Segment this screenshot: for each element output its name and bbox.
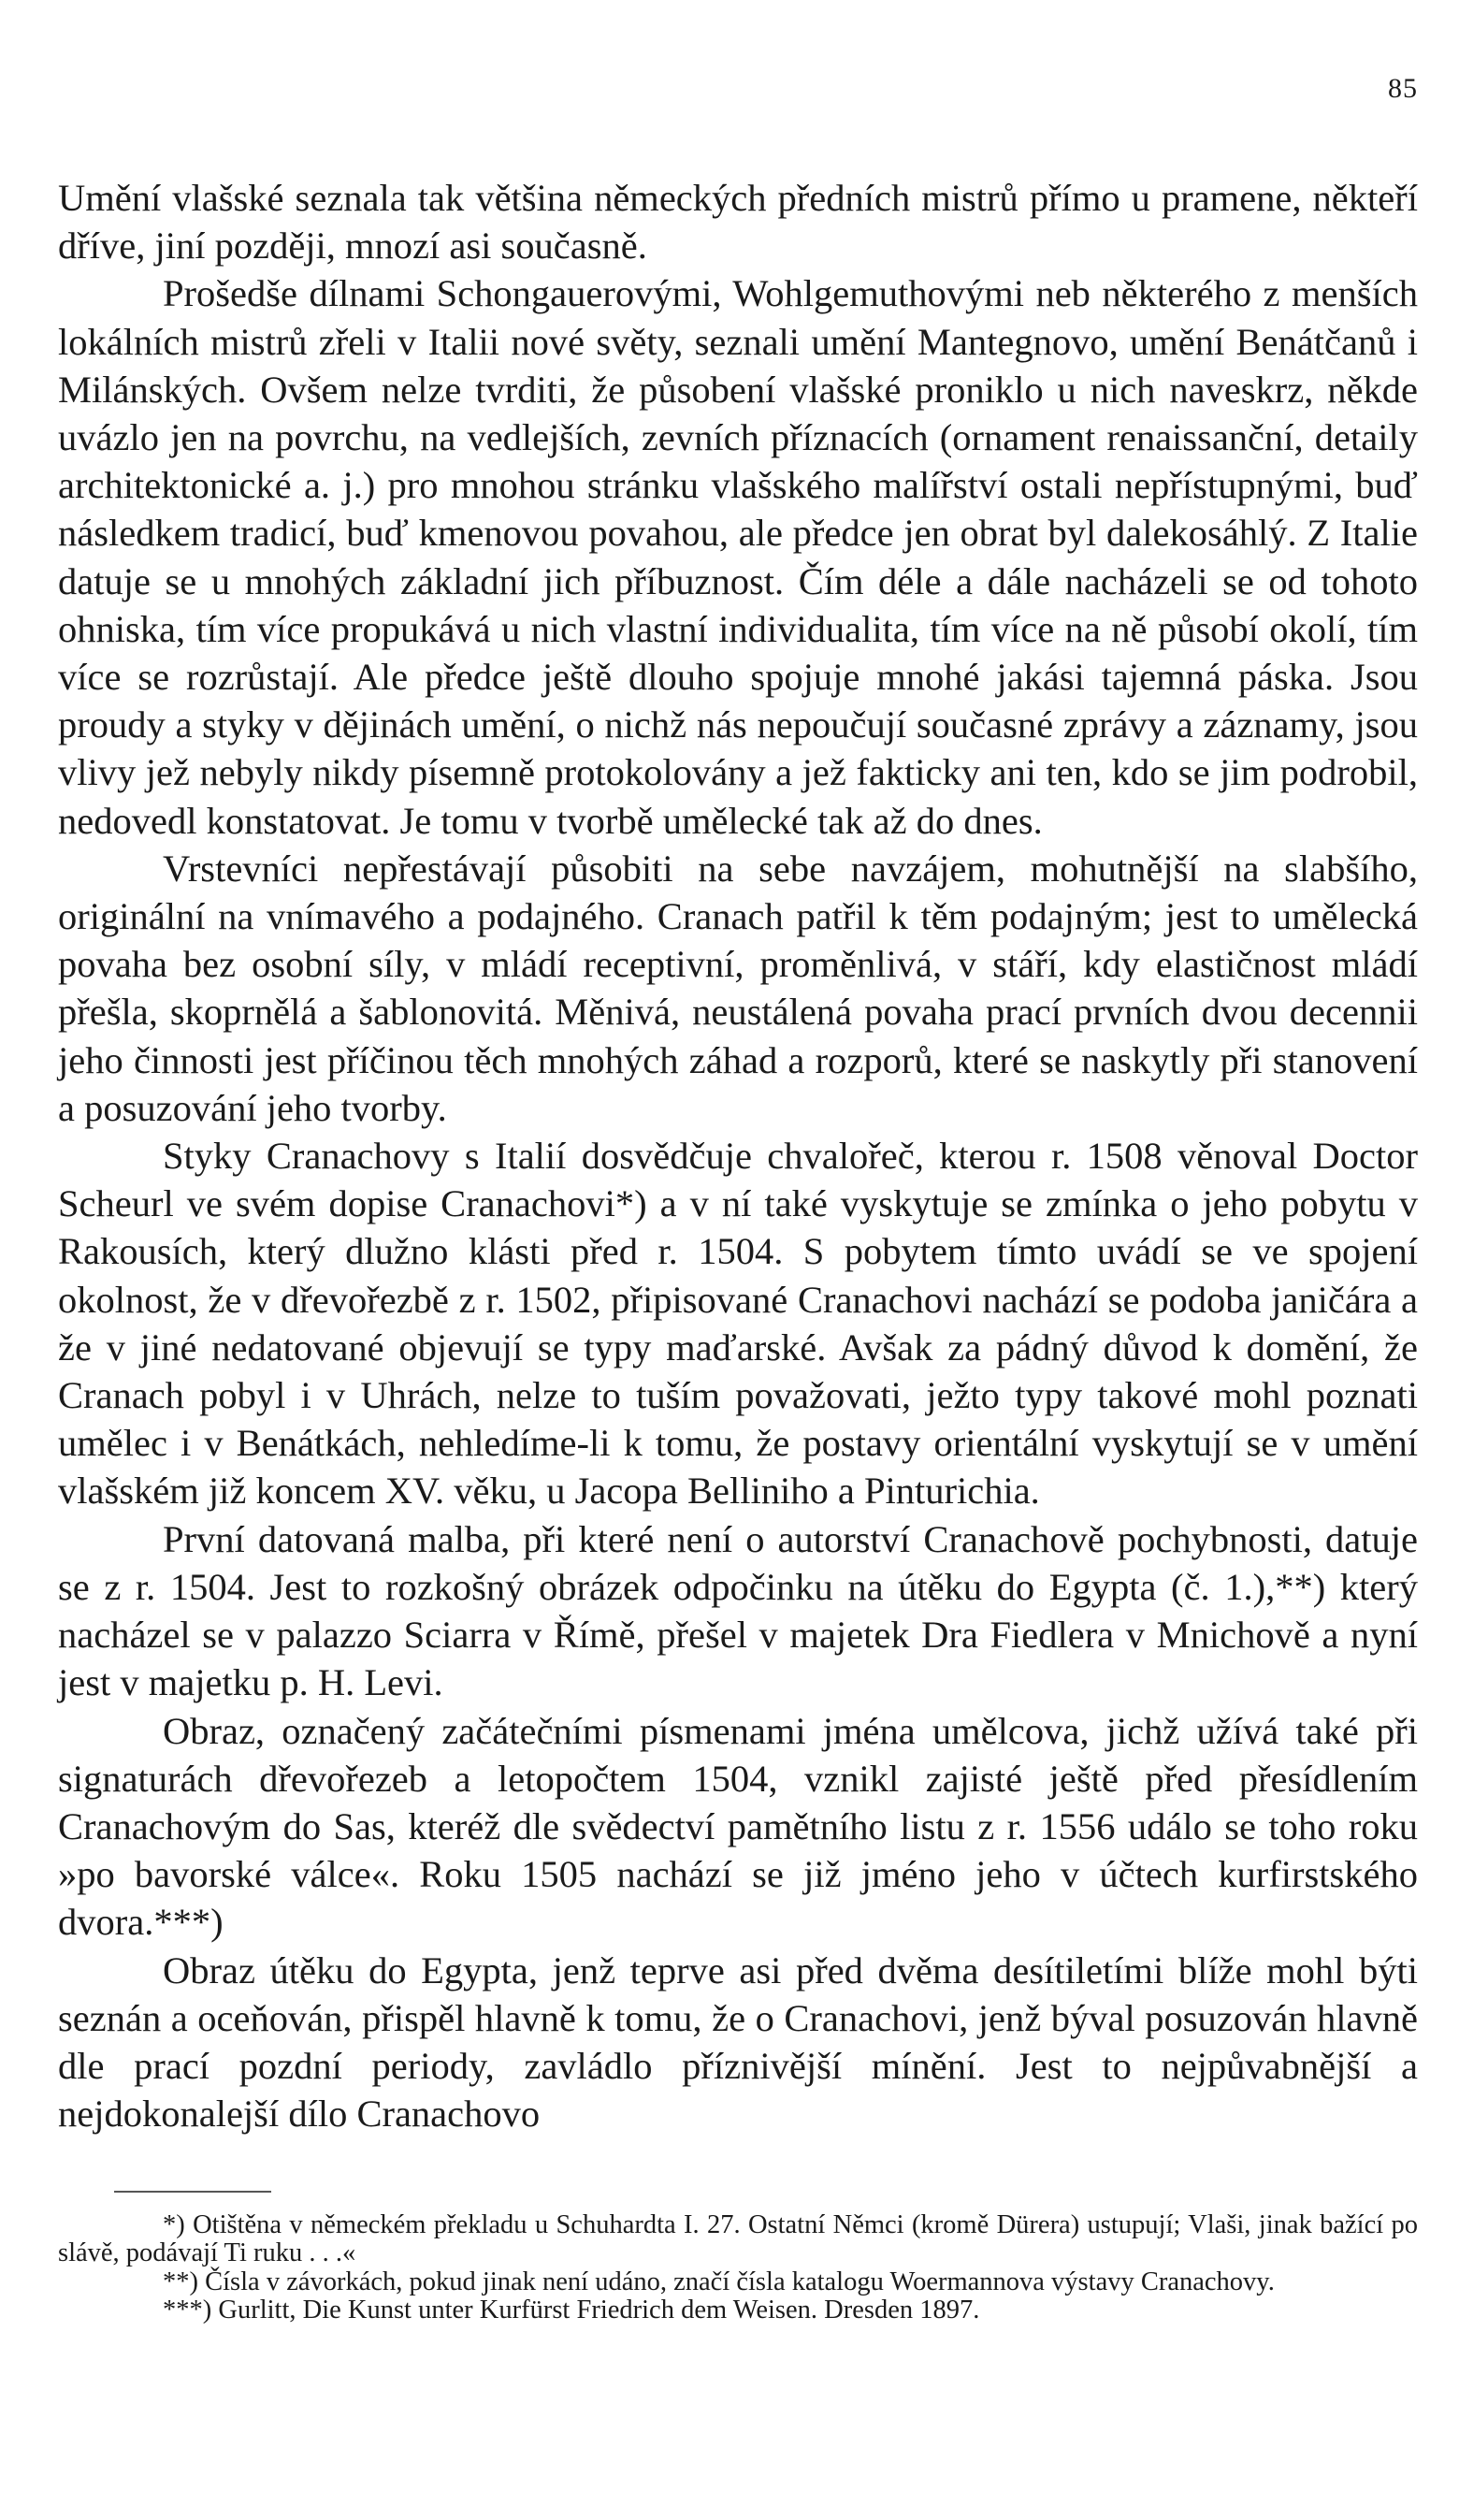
paragraph: Vrstevníci nepřestávají působiti na sebe navzájem, mohutnější na slabšího, originální na vnímavého a podajného. Cranach patřil k těm podajným; jest to umělecká povaha bez osobní síly, v mládí receptivní, proměnlivá, v stáří, kdy elastičnost mládí přešla, skoprnělá a šablonovitá. Měnivá, neustálená povaha prací prvních dvou decennii jeho činnosti jest příčinou těch mnohých záhad a rozporů, které se naskytly při stanovení a posuzování jeho tvorby. (58, 847, 1418, 1129)
footnote: *) Otištěna v německém překladu u Schuhardta I. 27. Ostatní Němci (kromě Dürera) ustupují; Vlaši, jinak bažící po slávě, podávají Ti ruku . . .« (58, 2210, 1418, 2268)
paragraph: Umění vlašské seznala tak většina německých předních mistrů přímo u pramene, někteří dříve, jiní později, mnozí asi současně. (58, 177, 1418, 268)
paragraph: První datovaná malba, při které není o autorství Cranachově pochybnosti, datuje se z r. 1504. Jest to rozkošný obrázek odpočinku na útěku do Egypta (č. 1.),**) který nacházel se v palazzo Sciarra v Římě, přešel v majetek Dra Fiedlera v Mnichově a nyní jest v majetku p. H. Levi. (58, 1517, 1418, 1704)
paragraph: Obraz, označený začátečními písmenami jména umělcova, jichž užívá také při signaturách dřevořezeb a letopočtem 1504, vznikl zajisté ještě před přesídlením Cranachovým do Sas, kteréž dle svědectví pamětního listu z r. 1556 událo se toho roku »po bavorské válce«. Roku 1505 nachází se již jméno jeho v účtech kurfirstského dvora.***) (58, 1709, 1418, 1944)
footnote: **) Čísla v závorkách, pokud jinak není udáno, značí čísla katalogu Woermannova výstavy Cranachovy. (163, 2267, 1275, 2296)
footnotes (58, 2211, 1418, 2325)
page-number: 85 (1388, 73, 1418, 104)
paragraph: Obraz útěku do Egypta, jenž teprve asi před dvěma desítiletími blíže mohl býti seznán a oceňován, přispěl hlavně k tomu, že o Cranachovi, jenž býval posuzován hlavně dle prací pozdní periody, zavládlo příznivější mínění. Jest to nejpůvabnější a nejdokonalejší dílo Cranachovo (58, 1948, 1418, 2136)
footnote-separator (114, 2191, 271, 2193)
body-text (58, 174, 1418, 2137)
footnote: ***) Gurlitt, Die Kunst unter Kurfürst Friedrich dem Weisen. Dresden 1897. (163, 2296, 980, 2325)
paragraph: Styky Cranachovy s Italií dosvědčuje chvalořeč, kterou r. 1508 věnoval Doctor Scheurl ve svém dopise Cranachovi*) a v ní také vyskytuje se zmínka o jeho pobytu v Rakousích, který dlužno klásti před r. 1504. S pobytem tímto uvádí se ve spojení okolnost, že v dřevořezbě z r. 1502, připisované Cranachovi nachází se podoba janičára a že v jiné nedatované objevují se typy maďarské. Avšak za pádný důvod k domění, že Cranach pobyl i v Uhrách, nelze to tuším považovati, ježto typy takové mohl poznati umělec i v Benátkách, nehledíme-li k tomu, že postavy orientální vyskytují se v umění vlašském již koncem XV. věku, u Jacopa Belliniho a Pinturichia. (58, 1135, 1418, 1513)
paragraph: Prošedše dílnami Schongauerovými, Wohlgemuthovými neb některého z menších lokálních mistrů zřeli v Italii nové světy, seznali umění Mantegnovo, umění Benátčanů i Milánských. Ovšem nelze tvrditi, že působení vlašské proniklo u nich naveskrz, někde uvázlo jen na povrchu, na vedlejších, zevních příznacích (ornament renaissanční, detaily architektonické a. j.) pro mnohou stránku vlašského malířství ostali nepřístupnými, buď následkem tradicí, buď kmenovou povahou, ale předce jen obrat byl dalekosáhlý. Z Italie datuje se u mnohých základní jich příbuznost. Čím déle a dále nacházeli se od tohoto ohniska, tím více propukává u nich vlastní individualita, tím více na ně působí okolí, tím více se rozrůstají. Ale předce ještě dlouho spojuje mnohé jakási tajemná páska. Jsou proudy a styky v dějinách umění, o nichž nás nepoučují současné zprávy a záznamy, jsou vlivy jež nebyly nikdy písemně protokolovány a jež fakticky ani ten, kdo se jim podrobil, nedovedl konstatovat. Je tomu v tvorbě umělecké tak až do dnes. (58, 272, 1418, 842)
